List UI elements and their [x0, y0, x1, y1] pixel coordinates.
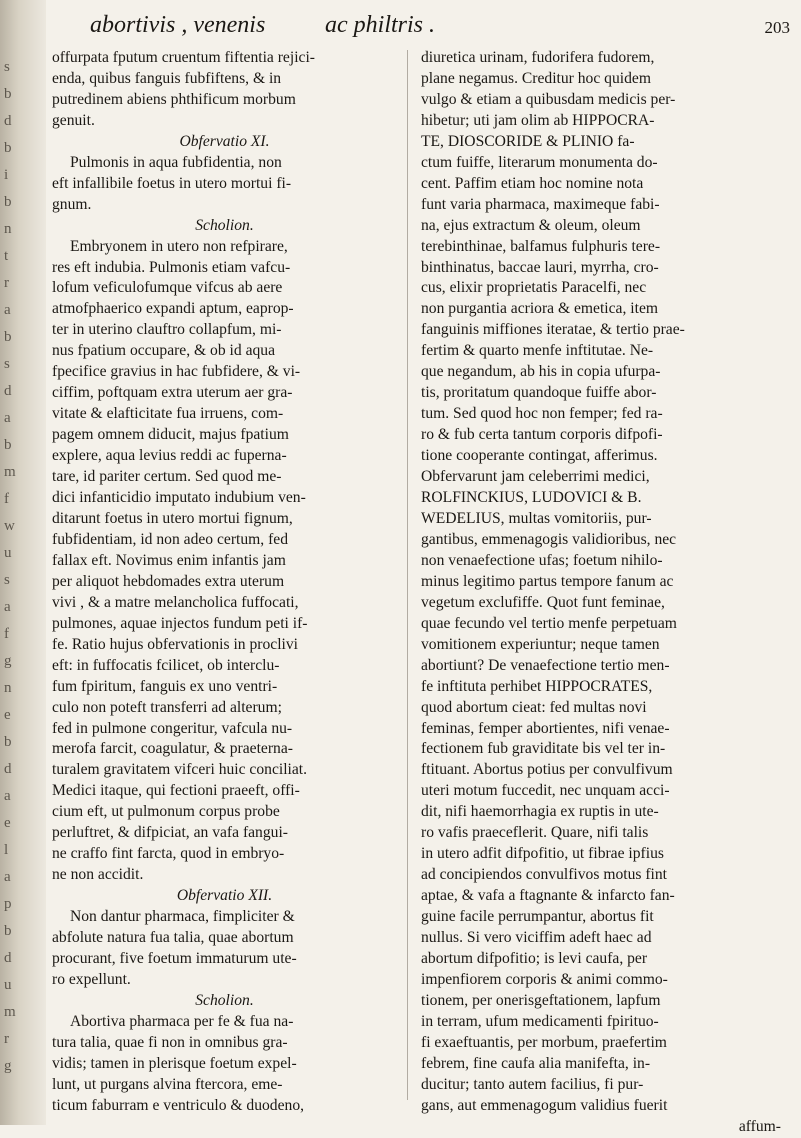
text-line: abfolute natura fua talia, quae abortum — [52, 929, 294, 947]
text-line: diuretica urinam, fudorifera fudorem, — [421, 49, 655, 66]
text-line: non purgantia acriora & emetica, item — [421, 300, 658, 318]
gutter-mark: a — [4, 410, 11, 426]
binding-gutter — [0, 0, 46, 1125]
text-line: tura talia, quae fi non in omnibus gra- — [52, 1033, 288, 1051]
text-line: Pulmonis in aqua fubfidentia, non — [70, 153, 282, 171]
text-line: Obfervatio XI. — [179, 132, 270, 150]
text-line: pulmones, aquae injectos fundum peti if- — [52, 614, 308, 632]
gutter-mark: a — [4, 599, 11, 615]
gutter-mark: r — [4, 275, 9, 291]
text-line: aptae, & vafa a ftagnante & infarcto fan- — [421, 887, 675, 905]
text-line: ad concipiendos convulfivos motus fint — [421, 866, 667, 884]
gutter-mark: g — [4, 653, 12, 669]
text-line: cus, elixir proprietatis Paracelfi, nec — [421, 279, 647, 297]
text-line: fum fpiritum, fanguis ex uno ventri- — [52, 677, 278, 695]
gutter-mark: f — [4, 626, 9, 642]
gutter-mark: r — [4, 1031, 9, 1047]
gutter-mark: p — [4, 896, 12, 912]
gutter-mark: b — [4, 923, 12, 939]
running-header — [90, 12, 790, 42]
text-line: vitate & elafticitate fua irruens, com- — [52, 405, 284, 423]
header-right-title: ac philtris . — [325, 12, 436, 38]
text-line: plane negamus. Creditur hoc quidem — [421, 69, 651, 87]
gutter-mark: b — [4, 140, 12, 156]
text-line: lunt, ut purgans alvina ftercora, eme- — [52, 1075, 283, 1093]
text-line: funt varia pharmaca, maximeque fabi- — [421, 195, 660, 213]
text-line: genuit. — [52, 111, 95, 129]
text-line: procurant, five foetum immaturum ute- — [52, 949, 297, 967]
text-line: Obfervatio XII. — [176, 887, 273, 905]
text-line: guine facile perrumpantur, abortus fit — [421, 908, 654, 926]
text-line: gnum. — [52, 195, 92, 213]
text-line: Abortiva pharmaca per fe & fua na- — [70, 1012, 294, 1030]
text-line: culo non poteft transferri ad alterum; — [52, 698, 282, 716]
text-line: res eft indubia. Pulmonis etiam vafcu- — [52, 258, 291, 276]
text-line: ticum faburram e ventriculo & duodeno, — [52, 1096, 305, 1114]
text-line: fpecifice gravius in hac fubfidere, & vi- — [52, 363, 301, 381]
gutter-mark: g — [4, 1058, 12, 1074]
text-line: que negandum, ab his in copia ufurpa- — [421, 363, 661, 381]
text-line: fe. Ratio hujus obfervationis in proclivi — [52, 635, 298, 653]
text-line: in utero adfit difpofitio, ut fibrae ipfius — [421, 845, 664, 863]
text-line: ducitur; tanto autem facilius, fi pur- — [421, 1075, 644, 1093]
text-line: tis, proritatum quandoque fuiffe abor- — [421, 384, 657, 402]
gutter-mark: e — [4, 707, 11, 723]
text-line: tione cooperante contingat, afferimus. — [421, 447, 658, 465]
text-line: cent. Paffim etiam hoc nomine nota — [421, 174, 644, 192]
text-line: per aliquot hebdomades extra uterum — [52, 572, 285, 590]
gutter-mark: b — [4, 734, 12, 750]
text-line: cium eft, ut pulmonum corpus probe — [52, 803, 280, 821]
text-line: in terram, ufum medicamenti fpirituo- — [421, 1012, 659, 1030]
text-line: nullus. Si vero viciffim adeft haec ad — [421, 929, 652, 947]
text-line: quod abortum cieat: fed multas novi — [421, 698, 647, 716]
text-line: ro & fub certa tantum corporis difpofi- — [421, 426, 663, 444]
text-line: uteri motum fuccedit, nec unquam acci- — [421, 782, 670, 800]
text-line: minus legitimo partus tempore fanum ac — [421, 572, 674, 590]
text-line: ftituant. Abortus potius per convulfivum — [421, 761, 673, 779]
gutter-mark: n — [4, 221, 12, 237]
gutter-mark: m — [4, 464, 16, 480]
gutter-mark: a — [4, 302, 11, 318]
gutter-mark: a — [4, 869, 11, 885]
text-line: dici infanticidio imputato indubium ven- — [52, 489, 306, 507]
text-line: Medici itaque, qui fectioni praeeft, offi- — [52, 782, 300, 800]
gutter-mark: m — [4, 1004, 16, 1020]
text-line: lofum veficulofumque vifcus ab aere — [52, 279, 283, 297]
text-line: abortum difpofitio; is levi caufa, per — [421, 949, 648, 967]
gutter-mark: n — [4, 680, 12, 696]
text-line: feminas, femper abortientes, nifi venae- — [421, 719, 670, 737]
text-line: vomitionem experiuntur; neque tamen — [421, 635, 660, 653]
text-line: hibetur; uti jam olim ab HIPPOCRA- — [421, 111, 655, 129]
text-line: fubfidentiam, id non adeo certum, fed — [52, 530, 288, 548]
text-line: perluftret, & difpiciat, an vafa fangui- — [52, 824, 288, 842]
gutter-mark: d — [4, 761, 12, 777]
gutter-mark: u — [4, 977, 12, 993]
text-line: WEDELIUS, multas vomitoriis, pur- — [421, 509, 652, 527]
text-line: Scholion. — [195, 991, 254, 1009]
text-line: eft: in fuffocatis fcilicet, ob interclu- — [52, 656, 280, 674]
gutter-mark: s — [4, 572, 10, 588]
gutter-mark: t — [4, 248, 9, 264]
text-line: putredinem abiens phthificum morbum — [52, 90, 296, 108]
text-line: fi exaeftuantis, per morbum, praefertim — [421, 1033, 667, 1051]
text-line: Scholion. — [195, 216, 254, 234]
text-line: ciffim, poftquam extra uterum aer gra- — [52, 384, 293, 402]
text-line: vegetum exclufiffe. Quot funt feminae, — [421, 593, 665, 611]
text-line: enda, quibus fanguis fubfiftens, & in — [52, 69, 282, 87]
text-line: merofa farcit, coagulatur, & praeterna- — [52, 740, 293, 758]
text-line: ro expellunt. — [52, 970, 131, 988]
text-line: tare, id pariter certum. Sed quod me- — [52, 468, 282, 486]
page-number: 203 — [764, 18, 790, 37]
text-line: ro vafis praeceflerit. Quare, nifi talis — [421, 824, 649, 842]
text-line: vivi , & a matre melancholica fuffocati, — [52, 593, 299, 611]
gutter-mark: l — [4, 842, 9, 858]
text-line: ctum fuiffe, literarum monumenta do- — [421, 153, 658, 171]
text-line: fed in pulmone congeritur, vafcula nu- — [52, 719, 293, 737]
text-line: na, ejus extractum & oleum, oleum — [421, 216, 641, 234]
text-line: fertim & quarto menfe inftitutae. Ne- — [421, 342, 654, 360]
text-line: pagem omnem diducit, majus fpatium — [52, 426, 289, 444]
text-line: fallax eft. Novimus enim infantis jam — [52, 551, 286, 569]
text-line: offurpata fputum cruentum fiftentia rejici- — [52, 49, 315, 66]
text-line: fe inftituta perhibet HIPPOCRATES, — [421, 677, 653, 695]
header-left-title: abortivis , venenis — [90, 12, 266, 38]
text-line: gantibus, emmenagogis validioribus, nec — [421, 530, 677, 548]
gutter-mark: e — [4, 815, 11, 831]
column-divider — [407, 50, 408, 1100]
text-line: explere, aqua levius reddi ac fuperna- — [52, 447, 287, 465]
text-line: Embryonem in utero non refpirare, — [70, 237, 288, 255]
text-line: dit, nifi haemorrhagia ex ruptis in ute- — [421, 803, 659, 821]
gutter-mark: s — [4, 59, 10, 75]
gutter-mark: w — [4, 518, 15, 534]
text-line: fanguinis miffiones iteratae, & tertio prae- — [421, 321, 685, 339]
left-column — [52, 48, 397, 1117]
gutter-mark: s — [4, 356, 10, 372]
gutter-mark: d — [4, 383, 12, 399]
text-line: gans, aut emmenagogum validius fuerit — [421, 1096, 668, 1114]
text-line: abortiunt? De venaefectione tertio men- — [421, 656, 670, 674]
text-line: ter in uterino clauftro collapfum, mi- — [52, 321, 282, 339]
text-line: quae fecundo vel tertio menfe perpetuam — [421, 614, 677, 632]
gutter-mark: u — [4, 545, 12, 561]
text-line: ne non accidit. — [52, 866, 144, 884]
gutter-mark: d — [4, 950, 12, 966]
text-line: Non dantur pharmaca, fimpliciter & — [70, 908, 295, 926]
text-line: ROLFINCKIUS, LUDOVICI & B. — [421, 489, 642, 507]
text-line: binthinatus, baccae lauri, myrrha, cro- — [421, 258, 659, 276]
text-line: TE, DIOSCORIDE & PLINIO fa- — [421, 132, 635, 150]
gutter-mark: b — [4, 329, 12, 345]
text-line: terebinthinae, balfamus fulphuris tere- — [421, 237, 661, 255]
gutter-mark: b — [4, 194, 12, 210]
text-line: ne craffo fint farcta, quod in embryo- — [52, 845, 285, 863]
text-line: vulgo & etiam a quibusdam medicis per- — [421, 90, 676, 108]
gutter-mark: b — [4, 437, 12, 453]
text-line: nus fpatium occupare, & ob id aqua — [52, 342, 276, 360]
text-line: eft infallibile foetus in utero mortui fi- — [52, 174, 292, 192]
text-line: atmofphaerico expandi aptum, eaprop- — [52, 300, 294, 318]
text-line: vidis; tamen in plerisque foetum expel- — [52, 1054, 297, 1072]
gutter-mark: i — [4, 167, 9, 183]
right-column — [421, 48, 781, 1138]
gutter-mark: d — [4, 113, 12, 129]
text-line: impenfiorem corporis & animi commo- — [421, 970, 668, 988]
text-line: ditarunt foetus in utero mortui fignum, — [52, 509, 293, 527]
text-line: affum- — [738, 1117, 781, 1135]
text-line: tum. Sed quod hoc non femper; fed ra- — [421, 405, 663, 423]
text-line: febrem, fine caufa alia manifefta, in- — [421, 1054, 651, 1072]
text-line: Obfervarunt jam celeberrimi medici, — [421, 468, 650, 486]
text-line: fectionem fub graviditate bis vel ter in- — [421, 740, 666, 758]
gutter-mark: f — [4, 491, 9, 507]
gutter-mark: a — [4, 788, 11, 804]
text-line: tionem, per onerisgeftationem, lapfum — [421, 991, 661, 1009]
gutter-mark: b — [4, 86, 12, 102]
text-line: turalem gravitatem vifceri huic conciliat. — [52, 761, 308, 779]
text-line: non venaefectione ufas; foetum nihilo- — [421, 551, 663, 569]
